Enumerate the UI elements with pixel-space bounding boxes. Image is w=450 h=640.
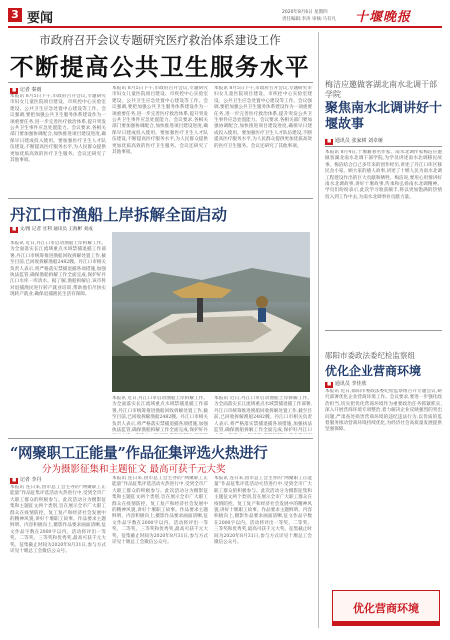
editor-line: 责任编辑:李涛 审核:马有凡 (282, 17, 336, 22)
side-bottom-body: 本报讯 近日,郧阳市委政法委纪检监察组召开专题会议,研究部署优化企业营商环境工作。会议要求,要进一步强化政治担当,切实把优化营商环境作为重要政治任务抓紧抓实,深入开展营商环境专项整治,着力解决企业反映强烈的突出问题,严肃查处损害营商环境的违纪违法行为,以优质的监督服务推动营商环境持续优化,为经济社会高质量发展提供坚强保障。 (325, 389, 442, 433)
lead-byline: ■ 记者 秦雨 (12, 87, 42, 93)
side-top-byline: ■ 通讯员 张家树 刘卓娅 (327, 138, 384, 144)
middle-body-col2: 本报讯 近日,丹江口市启动渔船上岸拆解工作。为全面落实长江流域重点水域禁捕退捕工作部署,丹江口市统筹推进渔船回收拆解处置工作,截至目前,已回收拆解渔船2482艘。丹江口市相关负责人表示,将严格落实禁捕退捕各项措施,加强执法监管,确保渔船拆解工作全面完成,保护好丹 (112, 396, 208, 434)
middle-body-col1: 本报讯 近日,丹江口市启动渔船上岸拆解工作。为全面落实长江流域重点水域禁捕退捕工作部署,丹江口市统筹推进渔船回收拆解处置工作,截至目前,已回收拆解渔船2482艘。丹江口市相关负责人表示,将严格落实禁捕退捕各项措施,加强执法监管,确保渔船拆解工作全面完成,保护好丹江口水库一库清水。据了解,渔船拆解后,该市将对退捕渔民进行转产就业培训,帮助他们尽快实现转产就业,确保退捕渔民生活有保障。 (10, 241, 106, 298)
middle-byline: ■ 文/图 记者 甘利 通讯员 王海彬 刘成 (12, 227, 93, 232)
middle-body-col3: 本报讯 近日,丹江口市启动渔船上岸拆解工作。为全面落实长江流域重点水域禁捕退捕工作部署,丹江口市统筹推进渔船回收拆解处置工作,截至目前,已回收拆解渔船2482艘。丹江口市相关负责人表示,将严格落实禁捕退捕各项措施,加强执法监管,确保渔船拆解工作全面完成,保护好丹江口 (214, 396, 312, 434)
side-top-kicker: 梅洁应邀做客湖北南水北调干部学院 (325, 80, 437, 99)
business-environment-banner (332, 590, 440, 626)
side-bottom-headline: 优化企业营商环境 (325, 364, 422, 378)
lead-body-col2: 本报讯 8月5日下午,市政府召开会议,专题研究市妇女儿童医院项目建设、市疾控中心实验室建设、公共卫生应急处置中心建设等工作。会议强调,要把加强公共卫生服务体系建设作为一项重要任务,进一步完善医疗救治体系,提升突发公共卫生事件应急处置能力。会议要求,各相关部门要加强协调配合,加快推进项目建设进度,确保早日建成投入使用。要加强医疗卫生人才队伍建设,不断提高医疗服务水平,为人民群众提供更加优质高效的医疗卫生服务。会议还研究了其他事项。 (112, 86, 208, 156)
contest-byline: ■ 记者 李丹 (12, 477, 42, 483)
fishing-boat-photo (112, 232, 310, 392)
side-top-headline: 聚焦南水北调讲好十堰故事 (325, 101, 443, 132)
middle-top-rule (8, 198, 313, 199)
lead-body-col1: 本报讯 8月5日下午,市政府召开会议,专题研究市妇女儿童医院项目建设、市疾控中心实验室建设、公共卫生应急处置中心建设等工作。会议强调,要把加强公共卫生服务体系建设作为一项重要任务,进一步完善医疗救治体系,提升突发公共卫生事件应急处置能力。会议要求,各相关部门要加强协调配合,加快推进项目建设进度,确保早日建成投入使用。要加强医疗卫生人才队伍建设,不断提高医疗服务水平,为人民群众提供更加优质高效的医疗卫生服务。会议还研究了其他事项。 (10, 94, 106, 164)
section-name: 要闻 (27, 11, 54, 26)
contest-body-col2: 本报讯 连日来,由市总工会主办的“网聚职工正能量”作品征集评选活动火热进行中,受到全市广大职工群众的积极参与。此次活动分为摄影征集和主题征文两个类别,旨在展示全市广大职工群众在疫情防控、复工复产和经济社会发展中的精神风貌,讲好十堰职工故事。作品要求主题鲜明、内容积极向上,摄影作品要求画面清晰,征文作品字数在2000字以内。活动将评出一等奖、二等奖、三等奖和优秀奖,最高可获千元大奖。征集截止时间为2020年8月31日,参与方式详见十堰总工会微信公众号。 (112, 476, 208, 546)
contest-top-rule (8, 438, 313, 439)
middle-headline: 丹江口市渔船上岸拆解全面启动 (10, 205, 228, 224)
contest-headline: “网聚职工正能量”作品征集评选火热进行 (10, 445, 268, 462)
photo-scene-icon (112, 232, 310, 392)
masthead-logo: 十堰晚报 (355, 10, 412, 25)
contest-subheadline: 分为摄影征集和主题征文 最高可获千元大奖 (42, 464, 226, 475)
contest-body-col3: 本报讯 连日来,由市总工会主办的“网聚职工正能量”作品征集评选活动火热进行中,受到全市广大职工群众的积极参与。此次活动分为摄影征集和主题征文两个类别,旨在展示全市广大职工群众在疫情防控、复工复产和经济社会发展中的精神风貌,讲好十堰职工故事。作品要求主题鲜明、内容积极向上,摄影作品要求画面清晰,征文作品字数在2000字以内。活动将评出一等奖、二等奖、三等奖和优秀奖,最高可获千元大奖。征集截止时间为2020年8月31日,参与方式详见十堰总工会微信公众号。 (214, 476, 312, 546)
issue-date: 2020年8月6日 星期四 (282, 10, 328, 15)
lead-kicker: 市政府召开会议专题研究医疗救治体系建设工作 (39, 33, 281, 47)
side-top-body: 本报讯 8月4日,十堰籍著名作家、南水北调作家梅洁应邀做客湖北南水北调干部学院,为学员讲述南水北调移民故事。梅洁结合自己多年来的创作经历,讲述了丹江口库区移民舍小家、顾大家的感人故事,讲述了十堰人民为南水北调工程建设作出的巨大贡献和牺牲。梅洁说,要用心用情讲好南水北调故事,讲好十堰故事,传承和弘扬南水北调精神。学员们纷纷表示,此次学习收获颇丰,将以更加饱满的热情投入到工作中去,为南水北调事业贡献力量。 (325, 150, 442, 200)
banner-text: 优化营商环境 (353, 602, 419, 615)
contest-body-col1: 本报讯 连日来,由市总工会主办的“网聚职工正能量”作品征集评选活动火热进行中,受到全市广大职工群众的积极参与。此次活动分为摄影征集和主题征文两个类别,旨在展示全市广大职工群众在疫情防控、复工复产和经济社会发展中的精神风貌,讲好十堰职工故事。作品要求主题鲜明、内容积极向上,摄影作品要求画面清晰,征文作品字数在2000字以内。活动将评出一等奖、二等奖、三等奖和优秀奖,最高可获千元大奖。征集截止时间为2020年8月31日,参与方式详见十堰总工会微信公众号。 (10, 485, 106, 555)
banner-stripe (333, 621, 439, 625)
side-top-rule (325, 146, 442, 147)
lead-rule (8, 82, 313, 83)
page-number: 3 (11, 8, 19, 21)
lead-body-col3: 本报讯 8月5日下午,市政府召开会议,专题研究市妇女儿童医院项目建设、市疾控中心实验室建设、公共卫生应急处置中心建设等工作。会议强调,要把加强公共卫生服务体系建设作为一项重要任务,进一步完善医疗救治体系,提升突发公共卫生事件应急处置能力。会议要求,各相关部门要加强协调配合,加快推进项目建设进度,确保早日建成投入使用。要加强医疗卫生人才队伍建设,不断提高医疗服务水平,为人民群众提供更加优质高效的医疗卫生服务。会议还研究了其他事项。 (214, 86, 312, 149)
side-bottom-kicker: 郧阳市委政法委纪检监察组 (325, 351, 415, 360)
lead-headline: 不断提高公共卫生服务水平 (10, 53, 310, 81)
right-column-divider (318, 32, 319, 628)
side-bottom-rule (325, 330, 442, 331)
header-rule (8, 26, 442, 28)
side-bottom-byline: ■ 通讯员 李佳欣 (327, 381, 367, 387)
